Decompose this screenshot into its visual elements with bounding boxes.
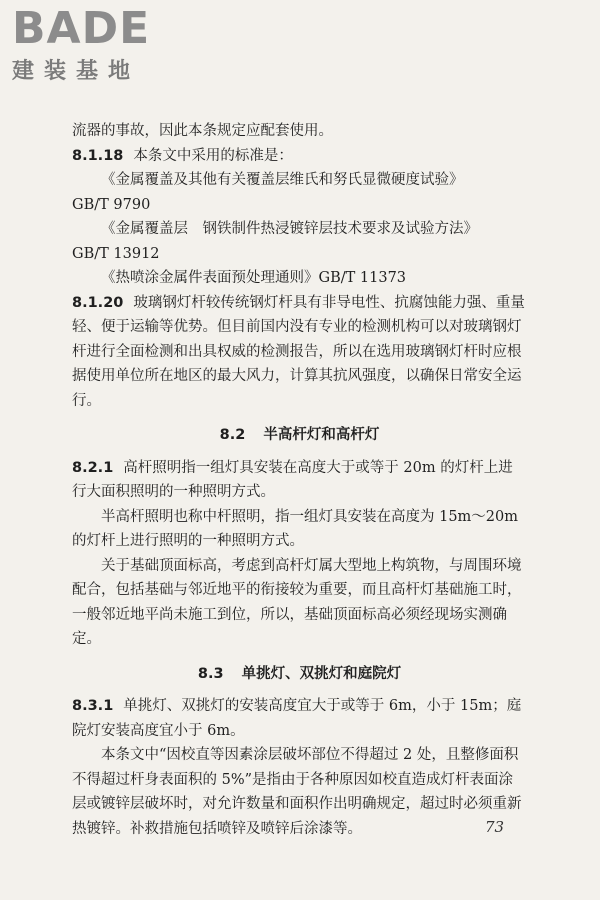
standard-1-title: 《金属覆盖及其他有关覆盖层维氏和努氏显微硬度试验》 xyxy=(101,172,464,188)
section-number: 8.3 xyxy=(197,665,224,682)
watermark-brand: BADE xyxy=(12,3,151,54)
section-number: 8.2 xyxy=(219,427,246,443)
paragraph-foundation: 关于基础顶面标高，考虑到高杆灯属大型地上构筑物，与周围环境配合，包括基础与邻近地平的衔接较为重要，而且高杆灯基础施工时，一般邻近地平尚未施工到位，所以，基础顶面标高必须经现场实测确定。 xyxy=(72,557,522,647)
clause-text: 高杆照明指一组灯具安装在高度大于或等于 20m 的灯杆上进行大面积照明的一种照明方式。 xyxy=(72,459,513,500)
standard-3: 《热喷涂金属件表面预处理通则》GB/T 11373 xyxy=(101,270,407,286)
section-heading-8-2 xyxy=(72,423,527,448)
paragraph-mid-pole: 半高杆照明也称中杆照明，指一组灯具安装在高度为 15m～20m 的灯杆上进行照明的一种照明方式。 xyxy=(72,508,519,549)
clause-8-1-18 xyxy=(72,144,527,169)
clause-8-3-1 xyxy=(72,694,527,743)
page-body xyxy=(72,119,527,841)
paragraph-continuation: 流器的事故，因此本条规定应配套使用。 xyxy=(72,123,333,139)
section-heading-8-3 xyxy=(72,662,527,687)
watermark-subtitle: 建装基地 xyxy=(12,59,141,84)
standard-2-title: 《金属覆盖层 钢铁制件热浸镀锌层技术要求及试验方法》 xyxy=(101,221,478,237)
clause-text: 玻璃钢灯杆较传统钢灯杆具有非导电性、抗腐蚀能力强、重量轻、便于运输等优势。但目前国内没有专业的检测机构可以对玻璃钢灯杆进行全面检测和出具权威的检测报告，所以在选用玻璃钢灯杆时应根据使用单位所在地区的最大风力，计算其抗风强度，以确保日常安全运行。 xyxy=(72,294,525,409)
clause-number: 8.2.1 xyxy=(72,459,114,476)
clause-8-2-1 xyxy=(72,456,527,505)
clause-text: 本条文中采用的标准是： xyxy=(133,147,293,164)
clause-number: 8.1.20 xyxy=(72,294,124,311)
clause-text: 单挑灯、双挑灯的安装高度宜大于或等于 6m，小于 15m；庭院灯安装高度宜小于 6m。 xyxy=(72,698,522,739)
clause-number: 8.3.1 xyxy=(72,698,114,714)
clause-number: 8.1.18 xyxy=(72,147,124,164)
section-title: 半高杆灯和高杆灯 xyxy=(263,427,380,443)
section-title: 单挑灯、双挑灯和庭院灯 xyxy=(241,665,402,682)
clause-8-1-20 xyxy=(72,291,527,414)
standard-2-code: GB/T 13912 xyxy=(72,245,160,262)
page-number: 73 xyxy=(485,818,505,836)
paragraph-coating: 本条文中“因校直等因素涂层破坏部位不得超过 2 处，且整修面积不得超过杆身表面积的 5%”是指由于各种原因如校直造成灯杆表面涂层或镀锌层破坏时，对允许数量和面积作出明确规定，超过时必须重新热镀锌。补救措施包括喷锌及喷锌后涂漆等。 xyxy=(72,747,522,837)
watermark-logo xyxy=(12,3,151,85)
standard-1-code: GB/T 9790 xyxy=(72,196,151,213)
